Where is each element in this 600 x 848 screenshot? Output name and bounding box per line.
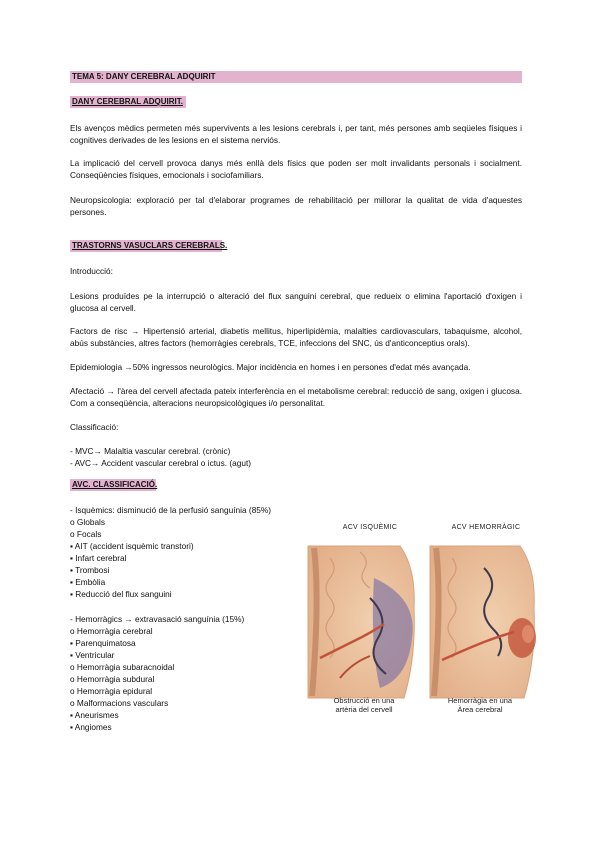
section-heading-avc: AVC. CLASSIFICACIÓ. — [72, 480, 158, 489]
list-heading: - Isquèmics: disminució de la perfusió sanguínia (85%) — [70, 505, 272, 515]
list-item: o Hemorràgia subdural — [70, 674, 155, 684]
list-item: - AVC→ Accident vascular cerebral o ictus. (agut) — [70, 458, 252, 468]
hemorragics-list — [70, 613, 244, 733]
epidemiologia-label: Epidemiologia → — [70, 362, 133, 372]
paragraph-implicacio: La implicació del cervell provoca danys més enllà dels físics que poden ser molt invalidants personals i socialment. Conseqüències físiques, emocionals i sociofamiliars. — [70, 158, 522, 180]
afectacio-label: Afectació → — [70, 386, 115, 396]
caption-line: artèria del cervell — [335, 705, 393, 714]
afectacio-text: l'àrea del cervell afectada pateix interferència en el metabolisme cerebral: reducció de sang, oxigen i glucosa. Com a conseqüència, alteracions neuropsicològiques i/o personalitat. — [70, 386, 523, 408]
list-item: ▪ Ventricular — [70, 650, 115, 660]
section-heading-dany: DANY CEREBRAL ADQUIRIT. — [70, 96, 186, 108]
caption-line: Àrea cerebral — [457, 705, 503, 714]
hemorrhagic-title: ACV HEMORRÀGIC — [451, 524, 521, 531]
paragraph-neuropsicologia: Neuropsicologia: exploració per tal d'elaborar programes de rehabilitació per millorar la qualitat de vida d'aquestes persones. — [70, 195, 522, 217]
ischemic-title: ACV ISQUÈMIC — [342, 524, 398, 531]
list-item: ▪ Embòlia — [70, 577, 106, 587]
section-heading-trastorns: TRASTORNS VASUCLARS CEREBRALS. — [72, 241, 228, 250]
paragraph-intro: Lesions produïdes pe la interrupció o alteració del flux sanguini cerebral, que redueix o elimina l'aportació d'oxigen i glucosa al cervell. — [70, 291, 522, 313]
caption-line: Obstrucció en una — [333, 696, 395, 705]
list-item: ▪ Trombosi — [70, 565, 110, 575]
list-item: ▪ Angiomes — [70, 722, 112, 732]
list-item: ▪ AIT (accident isquèmic transtori) — [70, 541, 194, 551]
list-item: ▪ Aneurismes — [70, 710, 119, 720]
paragraph-afectacio — [70, 385, 522, 409]
hemorrhagic-caption — [430, 696, 530, 714]
ischemic-caption — [314, 696, 414, 714]
list-item: o Hemorràgia epidural — [70, 686, 153, 696]
tema-heading: TEMA 5: DANY CEREBRAL ADQUIRIT — [70, 71, 522, 83]
brain-illustrations — [300, 538, 536, 710]
list-item: o Malformacions vasculars — [70, 698, 169, 708]
paragraph-epidemiologia — [70, 361, 522, 373]
factors-text: Hipertensió arterial, diabetis mellitus, hiperlipidèmia, malalties cardiovasculars, tabaquisme, alcohol, abús substàncies, altres factors (hemorràgies cerebrals, TCE, infeccions del SNC, ús d'anticonceptius orals). — [70, 326, 523, 348]
list-item: o Hemorràgia cerebral — [70, 626, 153, 636]
list-item: ▪ Infart cerebral — [70, 553, 127, 563]
list-item: o Globals — [70, 517, 106, 527]
paragraph-avencos: Els avenços mèdics permeten més supervivents a les lesions cerebrals i, per tant, més persones amb seqüeles físiques i cognitives derivades de les lesions en el sistema nerviós. — [70, 123, 522, 145]
list-item: ▪ Reducció del flux sanguini — [70, 589, 172, 599]
intro-label: Introducció: — [70, 266, 113, 276]
list-item: ▪ Parenquimatosa — [70, 638, 136, 648]
epidemiologia-text: 50% ingressos neurològics. Major incidència en homes i en persones d'edat més avançada. — [132, 362, 471, 372]
classificacio-label: Classificació: — [70, 422, 119, 432]
factors-label: Factors de risc → — [70, 326, 144, 336]
classificacio-list — [70, 445, 251, 469]
ischemic-brain-icon — [308, 546, 414, 698]
list-item: o Hemorràgia subaracnoidal — [70, 662, 175, 672]
hemorrhagic-brain-icon — [430, 546, 536, 698]
stroke-figure — [300, 520, 536, 730]
list-heading: - Hemorràgics → extravasació sanguínia (15%) — [70, 614, 245, 624]
list-item: - MVC→ Malaltia vascular cerebral. (crònic) — [70, 446, 231, 456]
paragraph-factors — [70, 325, 522, 349]
caption-line: Hemorràgia en una — [447, 696, 513, 705]
isquemics-list — [70, 504, 271, 600]
list-item: o Focals — [70, 529, 102, 539]
